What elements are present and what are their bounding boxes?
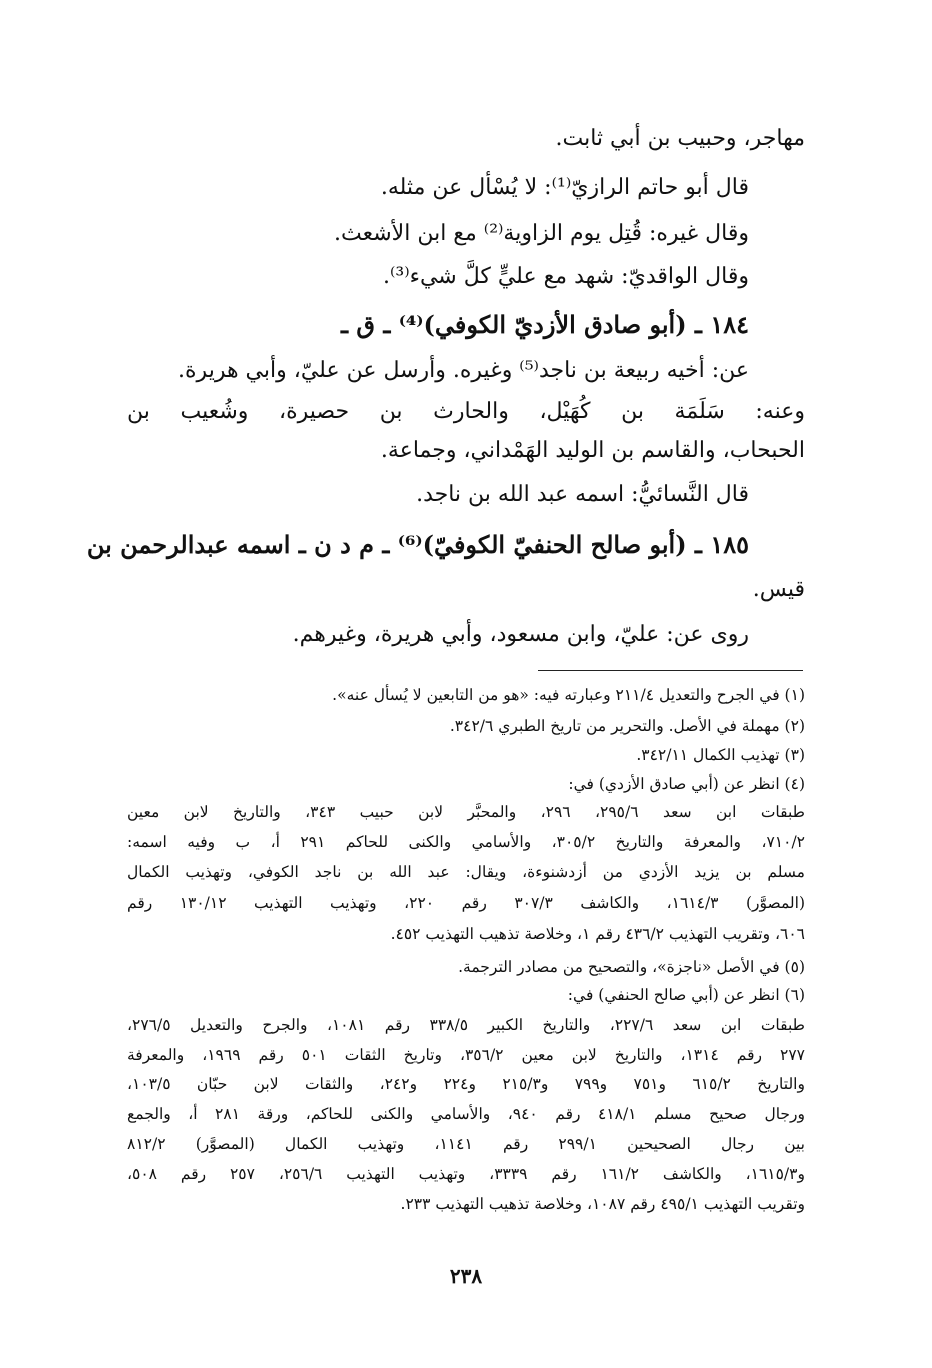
body-line: قيس.: [752, 577, 805, 602]
body-line: روى عن: عليّ، وابن مسعود، وأبي هريرة، وغيرهم.: [292, 622, 749, 647]
footnote-line: بين رجال الصحيحين ٢٩٩/١ رقم ١١٤١، وتهذيب الكمال (المصوَّر) ٨١٢/٢: [127, 1135, 805, 1153]
footnote-line: طبقات ابن سعد ٢٢٧/٦، والتاريخ الكبير ٣٣٨/٥ رقم ١٠٨١، والجرح والتعديل ٢٧٦/٥،: [127, 1016, 805, 1034]
footnote-line: ٢٧٧ رقم ١٣١٤، والتاريخ لابن معين ٣٥٦/٢، وتاريخ الثقات ٥٠١ رقم ١٩٦٩، والمعرفة: [127, 1046, 805, 1064]
footnote-separator: [538, 670, 803, 671]
footnote-line: ٦٠٦، وتقريب التهذيب ٤٣٦/٢ رقم ١، وخلاصة تذهيب التهذيب ٤٥٢.: [390, 925, 805, 943]
footnote-3: (٣) تهذيب الكمال ٣٤٢/١١.: [636, 746, 805, 764]
body-line: وعنه: سَلَمَة بن كُهَيْل، والحارث بن حصيرة، وشُعيب بن: [127, 399, 805, 424]
body-line: الحبحاب، والقاسم بن الوليد الهَمْداني، وجماعة.: [380, 438, 805, 463]
footnote-line: والتاريخ ٦١٥/٢ و٧٥١ و٧٩٩ و٢١٥/٣ و٢٢٤ و٢٤٢، والثقات لابن حبّان ١٠٣/٥،: [127, 1075, 805, 1093]
body-line: وقال الواقديّ: شهد مع عليٍّ كلَّ شيء⁽³⁾.: [382, 264, 749, 289]
body-line: قال النَّسائيُّ: اسمه عبد الله بن ناجد.: [416, 482, 749, 507]
footnote-line: ورجال صحيح مسلم ٤١٨/١ رقم ٩٤٠، والأسامي والكنى للحاكم، ورقة ٢٨١ أ، والجمع: [127, 1105, 805, 1123]
body-line: وقال غيره: قُتِل يوم الزاوية⁽²⁾ مع ابن الأشعث.: [334, 221, 749, 246]
footnote-6: (٦) انظر عن (أبي صالح الحنفي) في:: [567, 986, 805, 1004]
footnote-line: طبقات ابن سعد ٢٩٥/٦، ٢٩٦، والمحبَّر لابن حبيب ٣٤٣، والتاريخ لابن معين: [127, 803, 805, 821]
entry-heading-185: ١٨٥ ـ (أبو صالح الحنفيّ الكوفيّ)⁽⁶⁾ ـ م د ن ـ اسمه عبدالرحمن بن: [86, 530, 749, 559]
entry-heading-184: ١٨٤ ـ (أبو صادق الأزديّ الكوفي)⁽⁴⁾ ـ ق ـ: [340, 310, 749, 339]
body-line: قال أبو حاتم الرازيّ⁽¹⁾: لا يُسْأل عن مثله.: [380, 175, 749, 200]
body-line: مهاجر، وحبيب بن أبي ثابت.: [555, 126, 805, 151]
page-number: ٢٣٨: [449, 1264, 483, 1288]
footnote-4: (٤) انظر عن (أبي صادق الأزدي) في:: [568, 775, 805, 793]
footnote-line: مسلم بن يزيد الأزدي من أزدشنوءة، ويقال: عبد الله بن ناجد الكوفي، وتهذيب الكمال: [127, 863, 805, 881]
footnote-line: و١٦١٥/٣، والكاشف ١٦١/٢ رقم ٣٣٣٩، وتهذيب التهذيب ٢٥٦/٦، ٢٥٧ رقم ٥٠٨،: [127, 1165, 805, 1183]
footnote-1: (١) في الجرح والتعديل ٢١١/٤ وعبارته فيه: «هو من التابعين لا يُسأل عنه».: [332, 686, 805, 704]
footnote-5: (٥) في الأصل «ناجزة»، والتصحيح من مصادر الترجمة.: [458, 958, 805, 976]
footnote-line: (المصوَّر) ١٦١٤/٣، والكاشف ٣٠٧/٣ رقم ٢٢٠، وتهذيب التهذيب ١٣٠/١٢ رقم: [127, 894, 805, 912]
footnote-2: (٢) مهملة في الأصل. والتحرير من تاريخ الطبري ٣٤٢/٦.: [449, 717, 805, 735]
body-line: عن: أخيه ربيعة بن ناجد⁽⁵⁾ وغيره. وأرسل عن عليّ، وأبي هريرة.: [178, 358, 749, 383]
footnote-line: ٧١٠/٢، والمعرفة والتاريخ ٣٠٥/٢، والأسامي والكنى للحاكم ٢٩١ أ، ب وفيه اسمه:: [127, 833, 805, 851]
footnote-line: وتقريب التهذيب ٤٩٥/١ رقم ١٠٨٧، وخلاصة تذهيب التهذيب ٢٣٣.: [400, 1195, 805, 1213]
